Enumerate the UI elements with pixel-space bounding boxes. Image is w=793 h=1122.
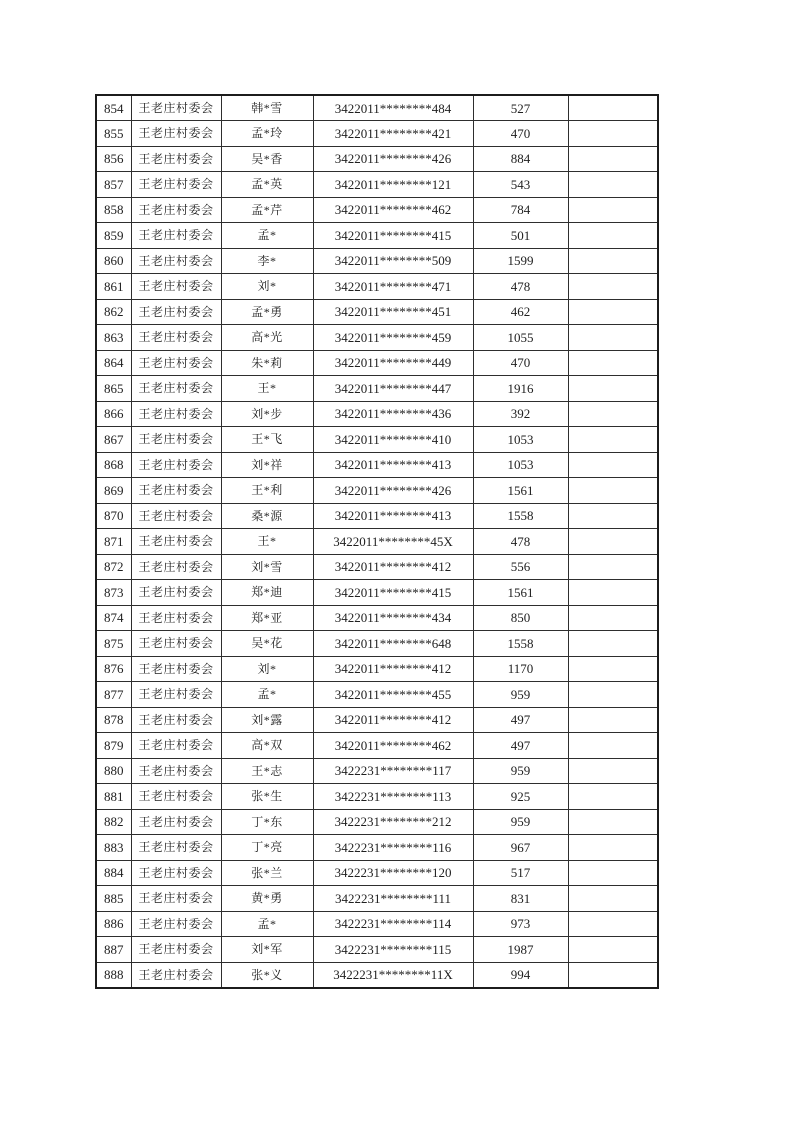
id-number-cell: 3422011********459 (313, 325, 473, 351)
table-row (96, 223, 658, 249)
blank-cell (568, 758, 658, 784)
row-index-cell: 882 (96, 809, 131, 835)
amount-cell: 925 (473, 784, 568, 810)
village-cell: 王老庄村委会 (131, 860, 221, 886)
blank-cell (568, 937, 658, 963)
person-name-cell: 孟*芹 (221, 197, 313, 223)
id-number-cell: 3422011********412 (313, 554, 473, 580)
table-row (96, 325, 658, 351)
row-index-cell: 858 (96, 197, 131, 223)
village-cell: 王老庄村委会 (131, 911, 221, 937)
amount-cell: 470 (473, 121, 568, 147)
person-name-cell: 王*志 (221, 758, 313, 784)
amount-cell: 959 (473, 682, 568, 708)
id-number-cell: 3422231********113 (313, 784, 473, 810)
blank-cell (568, 248, 658, 274)
table-row (96, 95, 658, 121)
village-cell: 王老庄村委会 (131, 248, 221, 274)
table-row (96, 809, 658, 835)
person-name-cell: 刘*雪 (221, 554, 313, 580)
village-cell: 王老庄村委会 (131, 605, 221, 631)
amount-cell: 470 (473, 350, 568, 376)
village-cell: 王老庄村委会 (131, 274, 221, 300)
id-number-cell: 3422231********212 (313, 809, 473, 835)
village-cell: 王老庄村委会 (131, 197, 221, 223)
id-number-cell: 3422231********116 (313, 835, 473, 861)
table-row (96, 784, 658, 810)
blank-cell (568, 631, 658, 657)
blank-cell (568, 452, 658, 478)
person-name-cell: 刘*军 (221, 937, 313, 963)
row-index-cell: 881 (96, 784, 131, 810)
person-name-cell: 郑*亚 (221, 605, 313, 631)
id-number-cell: 3422011********121 (313, 172, 473, 198)
table-row (96, 835, 658, 861)
row-index-cell: 879 (96, 733, 131, 759)
amount-cell: 1987 (473, 937, 568, 963)
amount-cell: 1561 (473, 580, 568, 606)
row-index-cell: 885 (96, 886, 131, 912)
row-index-cell: 875 (96, 631, 131, 657)
village-cell: 王老庄村委会 (131, 733, 221, 759)
person-name-cell: 吴*花 (221, 631, 313, 657)
village-cell: 王老庄村委会 (131, 707, 221, 733)
id-number-cell: 3422231********11X (313, 962, 473, 988)
blank-cell (568, 554, 658, 580)
village-cell: 王老庄村委会 (131, 172, 221, 198)
table-row (96, 248, 658, 274)
id-number-cell: 3422011********413 (313, 452, 473, 478)
id-number-cell: 3422231********120 (313, 860, 473, 886)
amount-cell: 1558 (473, 631, 568, 657)
row-index-cell: 865 (96, 376, 131, 402)
amount-cell: 1055 (473, 325, 568, 351)
blank-cell (568, 605, 658, 631)
amount-cell: 501 (473, 223, 568, 249)
table-row (96, 376, 658, 402)
blank-cell (568, 529, 658, 555)
id-number-cell: 3422011********436 (313, 401, 473, 427)
village-cell: 王老庄村委会 (131, 376, 221, 402)
person-name-cell: 丁*东 (221, 809, 313, 835)
id-number-cell: 3422011********413 (313, 503, 473, 529)
person-name-cell: 王*飞 (221, 427, 313, 453)
id-number-cell: 3422011********462 (313, 733, 473, 759)
amount-cell: 1561 (473, 478, 568, 504)
id-number-cell: 3422011********648 (313, 631, 473, 657)
amount-cell: 1053 (473, 452, 568, 478)
amount-cell: 994 (473, 962, 568, 988)
person-name-cell: 郑*迪 (221, 580, 313, 606)
row-index-cell: 867 (96, 427, 131, 453)
person-name-cell: 张*义 (221, 962, 313, 988)
table-row (96, 452, 658, 478)
table-row (96, 478, 658, 504)
village-cell: 王老庄村委会 (131, 758, 221, 784)
person-name-cell: 孟* (221, 223, 313, 249)
table-row (96, 707, 658, 733)
person-name-cell: 刘*露 (221, 707, 313, 733)
table-row (96, 274, 658, 300)
table-row (96, 554, 658, 580)
blank-cell (568, 809, 658, 835)
table-row (96, 503, 658, 529)
blank-cell (568, 860, 658, 886)
person-name-cell: 孟*勇 (221, 299, 313, 325)
blank-cell (568, 656, 658, 682)
id-number-cell: 3422011********455 (313, 682, 473, 708)
village-cell: 王老庄村委会 (131, 529, 221, 555)
id-number-cell: 3422231********111 (313, 886, 473, 912)
person-name-cell: 王*利 (221, 478, 313, 504)
blank-cell (568, 580, 658, 606)
amount-cell: 1558 (473, 503, 568, 529)
blank-cell (568, 299, 658, 325)
id-number-cell: 3422011********426 (313, 478, 473, 504)
row-index-cell: 854 (96, 95, 131, 121)
blank-cell (568, 274, 658, 300)
row-index-cell: 886 (96, 911, 131, 937)
table-body (96, 95, 658, 988)
blank-cell (568, 427, 658, 453)
person-name-cell: 刘* (221, 656, 313, 682)
village-cell: 王老庄村委会 (131, 682, 221, 708)
person-name-cell: 孟*玲 (221, 121, 313, 147)
id-number-cell: 3422011********426 (313, 146, 473, 172)
row-index-cell: 877 (96, 682, 131, 708)
id-number-cell: 3422011********45X (313, 529, 473, 555)
person-name-cell: 张*兰 (221, 860, 313, 886)
id-number-cell: 3422011********471 (313, 274, 473, 300)
amount-cell: 1170 (473, 656, 568, 682)
id-number-cell: 3422011********412 (313, 707, 473, 733)
row-index-cell: 869 (96, 478, 131, 504)
person-name-cell: 张*生 (221, 784, 313, 810)
person-name-cell: 刘* (221, 274, 313, 300)
table-row (96, 886, 658, 912)
person-name-cell: 李* (221, 248, 313, 274)
row-index-cell: 883 (96, 835, 131, 861)
table-row (96, 299, 658, 325)
village-cell: 王老庄村委会 (131, 478, 221, 504)
row-index-cell: 871 (96, 529, 131, 555)
row-index-cell: 863 (96, 325, 131, 351)
village-cell: 王老庄村委会 (131, 503, 221, 529)
row-index-cell: 862 (96, 299, 131, 325)
person-name-cell: 孟*英 (221, 172, 313, 198)
amount-cell: 831 (473, 886, 568, 912)
person-name-cell: 黄*勇 (221, 886, 313, 912)
village-cell: 王老庄村委会 (131, 350, 221, 376)
row-index-cell: 870 (96, 503, 131, 529)
amount-cell: 497 (473, 707, 568, 733)
amount-cell: 478 (473, 529, 568, 555)
table-row (96, 758, 658, 784)
blank-cell (568, 325, 658, 351)
person-name-cell: 孟* (221, 911, 313, 937)
row-index-cell: 859 (96, 223, 131, 249)
person-name-cell: 王* (221, 376, 313, 402)
id-number-cell: 3422011********509 (313, 248, 473, 274)
blank-cell (568, 350, 658, 376)
blank-cell (568, 95, 658, 121)
village-cell: 王老庄村委会 (131, 580, 221, 606)
row-index-cell: 878 (96, 707, 131, 733)
amount-cell: 784 (473, 197, 568, 223)
table-row (96, 350, 658, 376)
row-index-cell: 864 (96, 350, 131, 376)
village-cell: 王老庄村委会 (131, 554, 221, 580)
table-row (96, 146, 658, 172)
table-row (96, 197, 658, 223)
person-name-cell: 王* (221, 529, 313, 555)
village-cell: 王老庄村委会 (131, 631, 221, 657)
village-cell: 王老庄村委会 (131, 452, 221, 478)
table-row (96, 172, 658, 198)
person-name-cell: 刘*祥 (221, 452, 313, 478)
blank-cell (568, 478, 658, 504)
table-row (96, 937, 658, 963)
id-number-cell: 3422231********114 (313, 911, 473, 937)
id-number-cell: 3422011********447 (313, 376, 473, 402)
row-index-cell: 855 (96, 121, 131, 147)
table-row (96, 860, 658, 886)
amount-cell: 392 (473, 401, 568, 427)
id-number-cell: 3422231********117 (313, 758, 473, 784)
village-cell: 王老庄村委会 (131, 146, 221, 172)
blank-cell (568, 376, 658, 402)
person-name-cell: 桑*源 (221, 503, 313, 529)
village-cell: 王老庄村委会 (131, 809, 221, 835)
blank-cell (568, 223, 658, 249)
person-name-cell: 刘*步 (221, 401, 313, 427)
village-cell: 王老庄村委会 (131, 962, 221, 988)
village-cell: 王老庄村委会 (131, 937, 221, 963)
amount-cell: 967 (473, 835, 568, 861)
table-row (96, 529, 658, 555)
subsidy-table (95, 94, 659, 989)
person-name-cell: 孟* (221, 682, 313, 708)
table-row (96, 962, 658, 988)
village-cell: 王老庄村委会 (131, 299, 221, 325)
blank-cell (568, 172, 658, 198)
amount-cell: 884 (473, 146, 568, 172)
id-number-cell: 3422231********115 (313, 937, 473, 963)
table-row (96, 580, 658, 606)
person-name-cell: 高*双 (221, 733, 313, 759)
village-cell: 王老庄村委会 (131, 886, 221, 912)
amount-cell: 959 (473, 758, 568, 784)
table-row (96, 401, 658, 427)
amount-cell: 462 (473, 299, 568, 325)
id-number-cell: 3422011********410 (313, 427, 473, 453)
id-number-cell: 3422011********412 (313, 656, 473, 682)
table-row (96, 605, 658, 631)
blank-cell (568, 503, 658, 529)
blank-cell (568, 733, 658, 759)
table-row (96, 427, 658, 453)
village-cell: 王老庄村委会 (131, 784, 221, 810)
table-row (96, 656, 658, 682)
row-index-cell: 874 (96, 605, 131, 631)
id-number-cell: 3422011********415 (313, 223, 473, 249)
person-name-cell: 高*光 (221, 325, 313, 351)
blank-cell (568, 784, 658, 810)
blank-cell (568, 682, 658, 708)
person-name-cell: 韩*雪 (221, 95, 313, 121)
id-number-cell: 3422011********434 (313, 605, 473, 631)
amount-cell: 973 (473, 911, 568, 937)
village-cell: 王老庄村委会 (131, 325, 221, 351)
row-index-cell: 873 (96, 580, 131, 606)
amount-cell: 1916 (473, 376, 568, 402)
amount-cell: 1053 (473, 427, 568, 453)
id-number-cell: 3422011********462 (313, 197, 473, 223)
row-index-cell: 857 (96, 172, 131, 198)
village-cell: 王老庄村委会 (131, 401, 221, 427)
amount-cell: 497 (473, 733, 568, 759)
amount-cell: 1599 (473, 248, 568, 274)
row-index-cell: 866 (96, 401, 131, 427)
amount-cell: 959 (473, 809, 568, 835)
id-number-cell: 3422011********449 (313, 350, 473, 376)
blank-cell (568, 401, 658, 427)
row-index-cell: 872 (96, 554, 131, 580)
id-number-cell: 3422011********415 (313, 580, 473, 606)
blank-cell (568, 911, 658, 937)
row-index-cell: 887 (96, 937, 131, 963)
amount-cell: 556 (473, 554, 568, 580)
table-row (96, 733, 658, 759)
blank-cell (568, 197, 658, 223)
blank-cell (568, 886, 658, 912)
person-name-cell: 丁*亮 (221, 835, 313, 861)
village-cell: 王老庄村委会 (131, 223, 221, 249)
amount-cell: 517 (473, 860, 568, 886)
table-row (96, 121, 658, 147)
village-cell: 王老庄村委会 (131, 95, 221, 121)
amount-cell: 478 (473, 274, 568, 300)
id-number-cell: 3422011********484 (313, 95, 473, 121)
row-index-cell: 884 (96, 860, 131, 886)
id-number-cell: 3422011********421 (313, 121, 473, 147)
row-index-cell: 860 (96, 248, 131, 274)
row-index-cell: 856 (96, 146, 131, 172)
row-index-cell: 868 (96, 452, 131, 478)
id-number-cell: 3422011********451 (313, 299, 473, 325)
amount-cell: 527 (473, 95, 568, 121)
person-name-cell: 吴*香 (221, 146, 313, 172)
blank-cell (568, 707, 658, 733)
table-row (96, 682, 658, 708)
table-row (96, 631, 658, 657)
blank-cell (568, 121, 658, 147)
amount-cell: 543 (473, 172, 568, 198)
row-index-cell: 861 (96, 274, 131, 300)
village-cell: 王老庄村委会 (131, 427, 221, 453)
village-cell: 王老庄村委会 (131, 121, 221, 147)
blank-cell (568, 835, 658, 861)
blank-cell (568, 962, 658, 988)
blank-cell (568, 146, 658, 172)
village-cell: 王老庄村委会 (131, 835, 221, 861)
row-index-cell: 880 (96, 758, 131, 784)
table-row (96, 911, 658, 937)
row-index-cell: 876 (96, 656, 131, 682)
person-name-cell: 朱*莉 (221, 350, 313, 376)
amount-cell: 850 (473, 605, 568, 631)
row-index-cell: 888 (96, 962, 131, 988)
village-cell: 王老庄村委会 (131, 656, 221, 682)
